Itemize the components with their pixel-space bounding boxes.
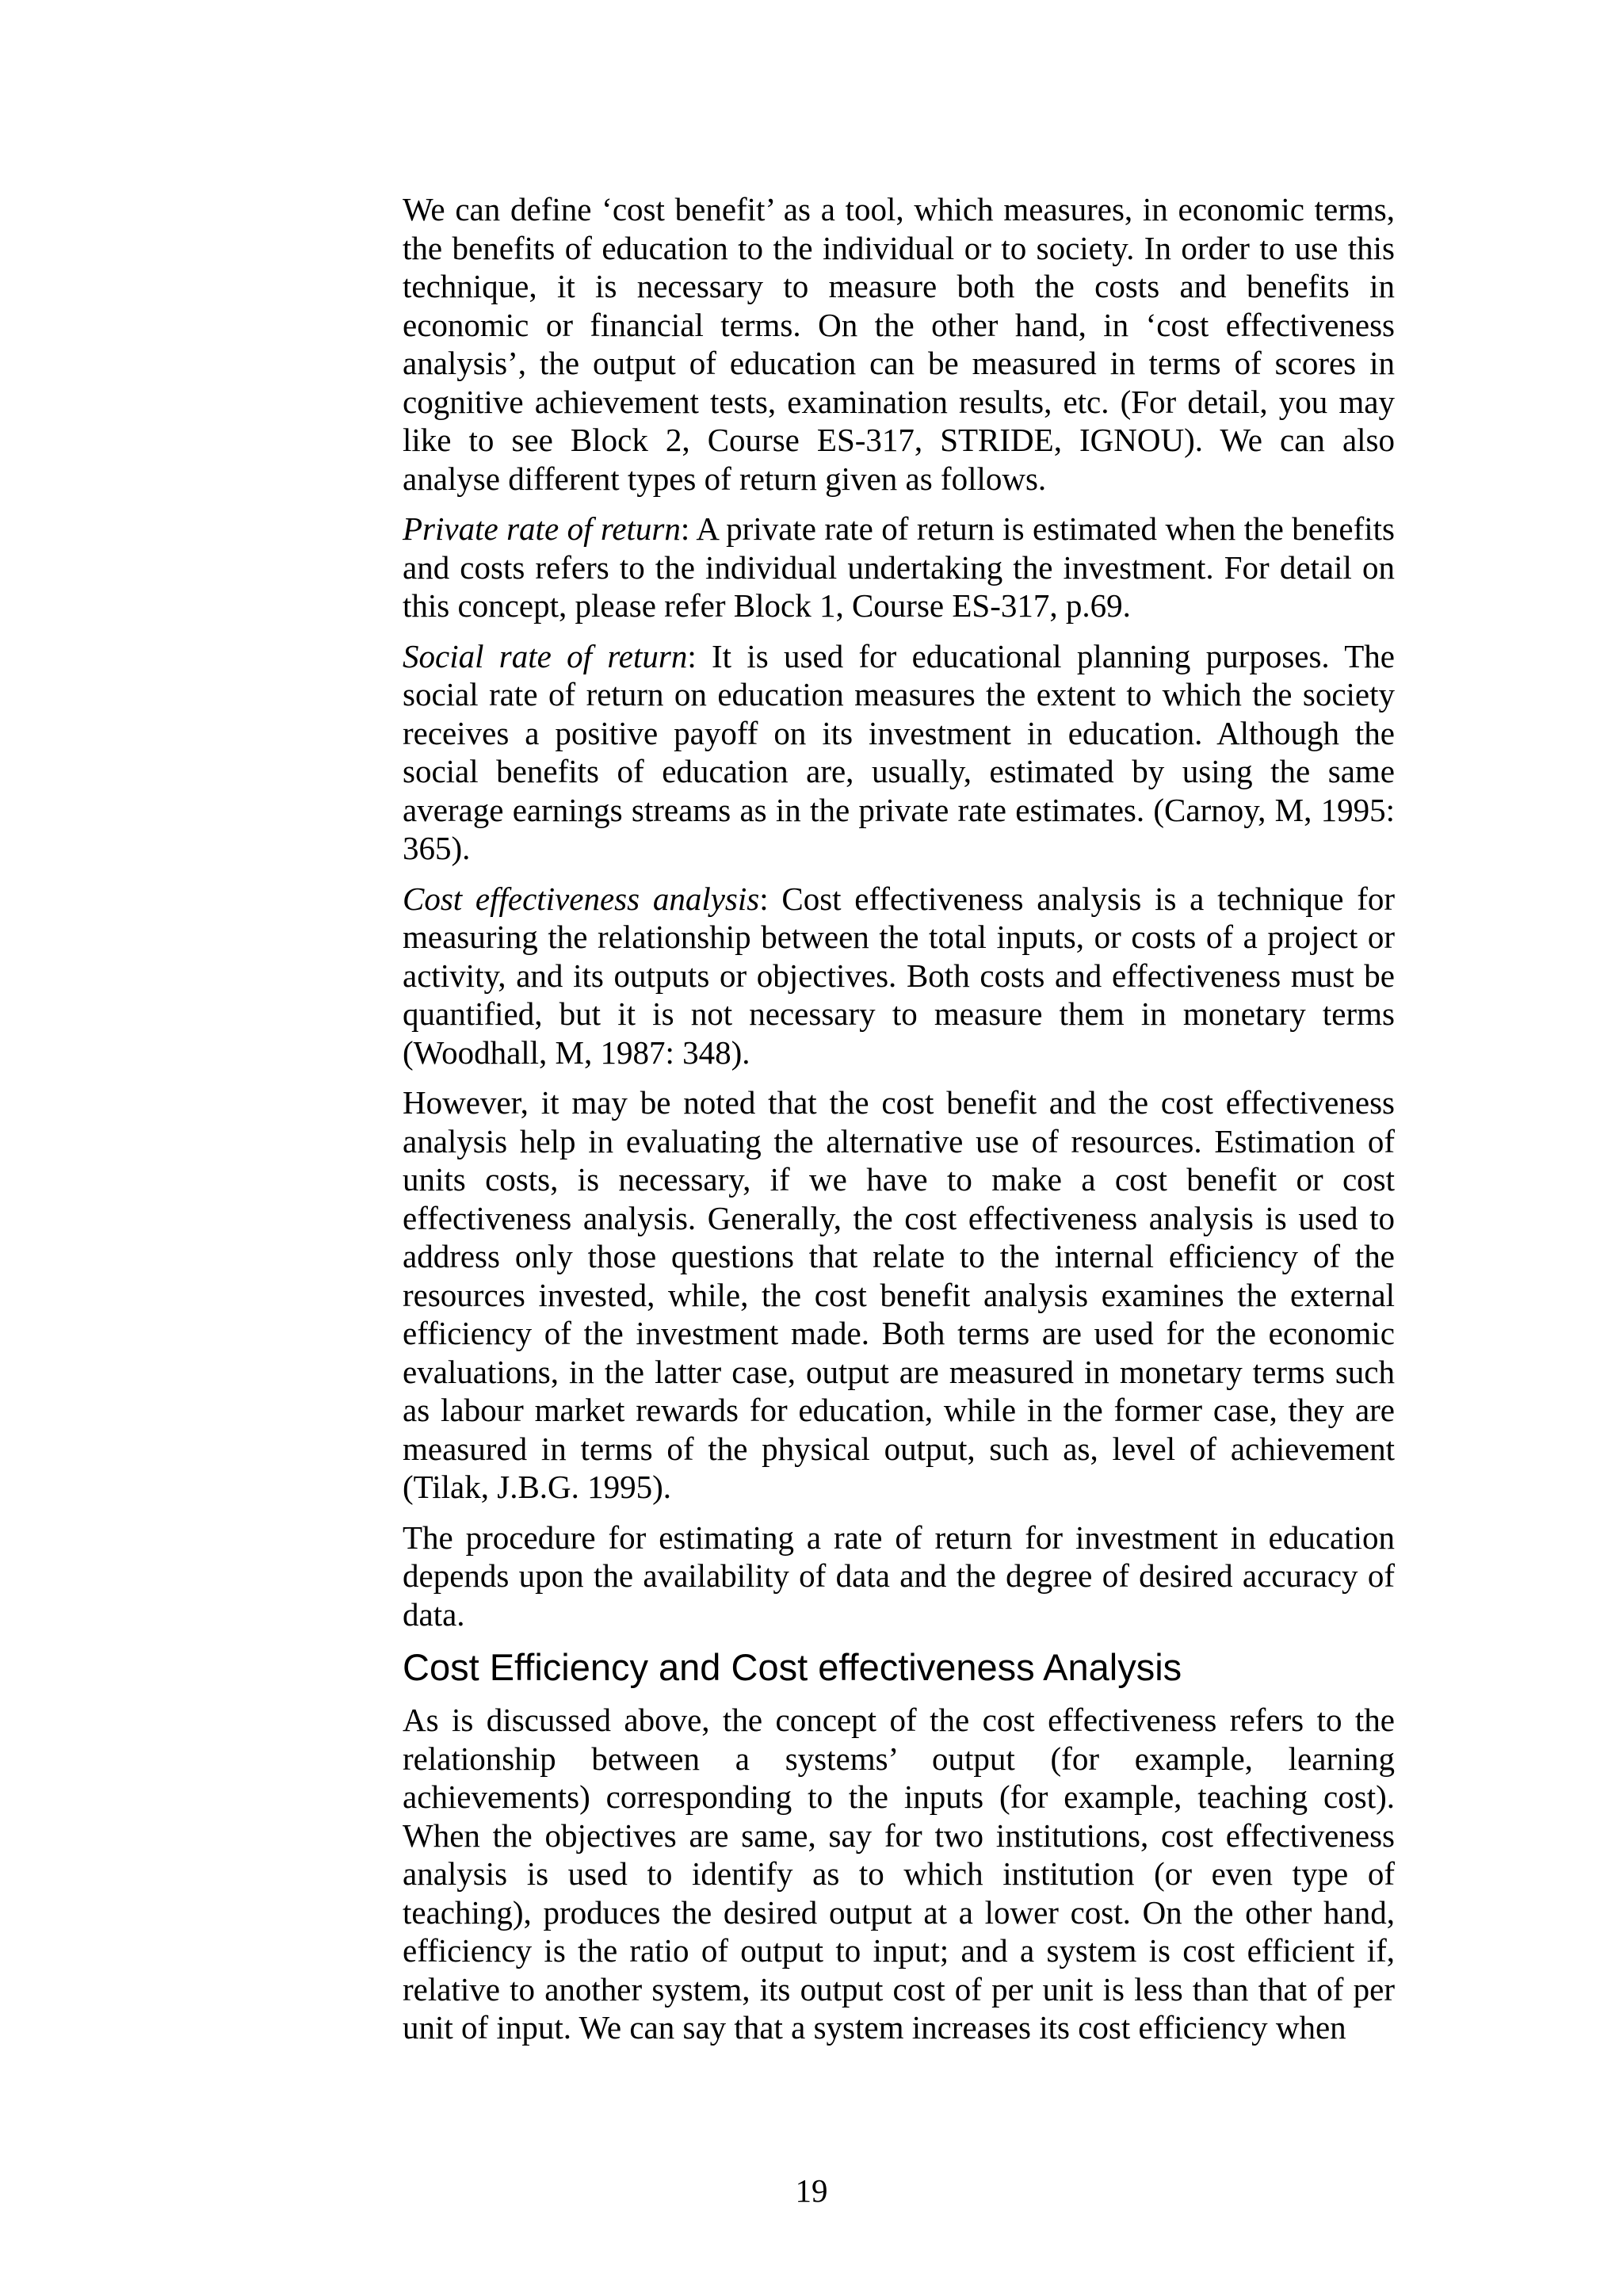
paragraph-estimation-procedure: The procedure for estimating a rate of return for investment in education depends upon the availability of data and the degree of desired accuracy of data.	[403, 1519, 1395, 1633]
paragraph-cost-effectiveness-analysis	[403, 880, 1395, 1072]
page-body	[403, 190, 1395, 2059]
paragraph-evaluating-resources: However, it may be noted that the cost benefit and the cost effectiveness analysis help in evaluating the alternative use of resources. Estimation of units costs, is necessary, if we have to make a cost benefit or cost effectiveness analysis. Generally, the cost effectiveness analysis is used to address only those questions that relate to the internal efficiency of the resources invested, while, the cost benefit analysis examines the external efficiency of the investment made. Both terms are used for the economic evaluations, in the latter case, output are measured in monetary terms such as labour market rewards for education, while in the former case, they are measured in terms of the physical output, such as, level of achievement (Tilak, J.B.G. 1995).	[403, 1084, 1395, 1505]
page-number: 19	[795, 2172, 828, 2209]
paragraph-private-rate-of-return	[403, 510, 1395, 625]
term-social-rate-of-return: Social rate of return	[403, 637, 688, 674]
term-private-rate-of-return: Private rate of return	[403, 510, 681, 547]
social-rate-of-return-text: : It is used for educational planning purposes. The social rate of return on education measures the extent to which the society receives a positive payoff on its investment in education. Although the social benefits of education are, usually, estimated by using the same average earnings streams as in the private rate estimates. (Carnoy, M, 1995: 365).	[403, 637, 1395, 866]
paragraph-cost-benefit-definition: We can define ‘cost benefit’ as a tool, which measures, in economic terms, the benefits of education to the individual or to society. In order to use this technique, it is necessary to measure both the costs and benefits in economic or financial terms. On the other hand, in ‘cost effectiveness analysis’, the output of education can be measured in terms of scores in cognitive achievement tests, examination results, etc. (For detail, you may like to see Block 2, Course ES-317, STRIDE, IGNOU). We can also analyse different types of return given as follows.	[403, 191, 1395, 497]
section-heading: Cost Efficiency and Cost effectiveness Analysis	[403, 1646, 1182, 1688]
private-rate-of-return-text: : A private rate of return is estimated when the benefits and costs refers to the individual undertaking the investment. For detail on this concept, please refer Block 1, Course ES-317, p.69.	[403, 510, 1396, 624]
term-cost-effectiveness-analysis: Cost effectiveness analysis	[403, 880, 760, 917]
cost-effectiveness-analysis-text: : Cost effectiveness analysis is a technique for measuring the relationship between the total inputs, or costs of a project or activity, and its outputs or objectives. Both costs and effectiveness must be quantified, but it is not necessary to measure them in monetary terms (Woodhall, M, 1987: 348).	[403, 880, 1395, 1071]
paragraph-cost-efficiency: As is discussed above, the concept of the cost effectiveness refers to the relationship between a systems’ output (for example, learning achievements) corresponding to the inputs (for example, teaching cost). When the objectives are same, say for two institutions, cost effectiveness analysis is used to identify as to which institution (or even type of teaching), produces the desired output at a lower cost. On the other hand, efficiency is the ratio of output to input; and a system is cost efficient if, relative to another system, its output cost of per unit is less than that of per unit of input. We can say that a system increases its cost efficiency when	[403, 1702, 1395, 2046]
paragraph-social-rate-of-return	[403, 637, 1395, 868]
